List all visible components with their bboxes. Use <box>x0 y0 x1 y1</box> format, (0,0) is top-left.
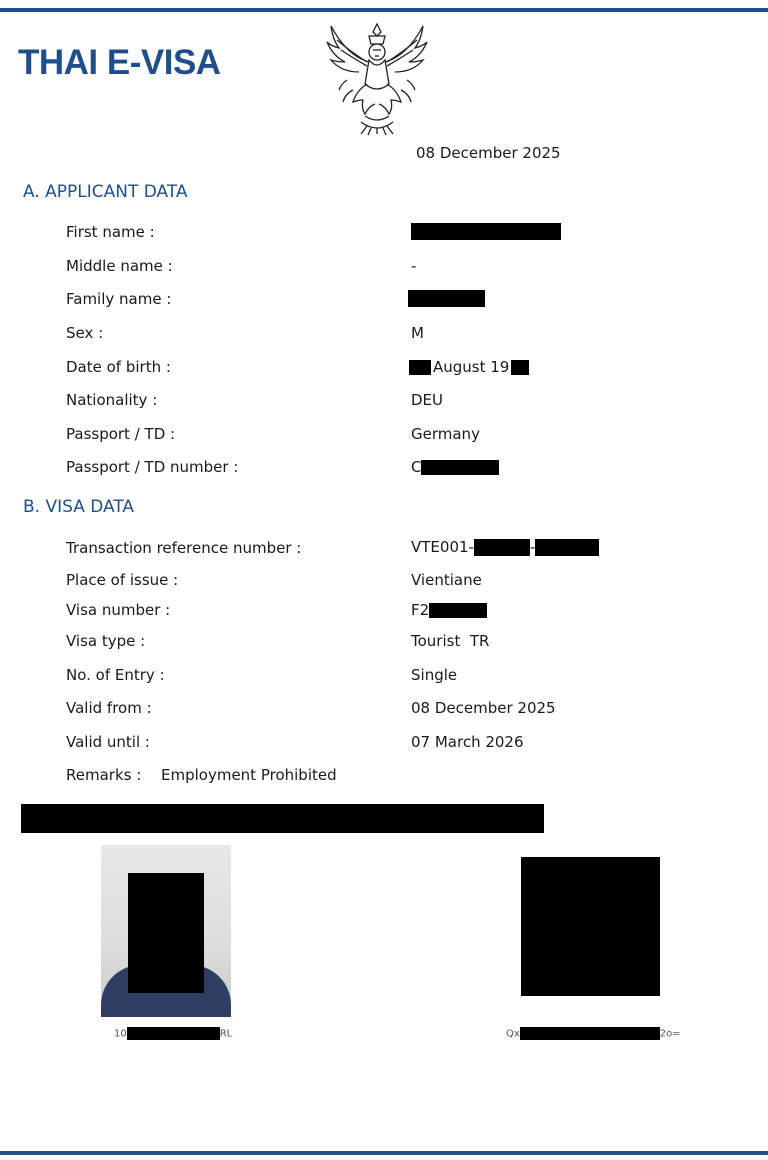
redaction-bar <box>511 360 529 375</box>
value-first-name <box>411 221 561 241</box>
photo-caption <box>114 1027 232 1042</box>
photo-caption-suffix: RL <box>219 1028 233 1040</box>
value-passport-td: Germany <box>411 425 480 443</box>
label-middle-name: Middle name : <box>66 257 173 275</box>
redaction-bar <box>474 539 530 556</box>
section-title-visa: B. VISA DATA <box>23 497 135 517</box>
top-border <box>0 8 768 12</box>
label-nationality: Nationality : <box>66 391 158 409</box>
value-no-of-entry: Single <box>411 666 458 684</box>
bottom-border <box>0 1151 768 1155</box>
value-transaction-ref <box>411 537 599 557</box>
label-visa-number: Visa number : <box>66 601 171 619</box>
redaction-bar <box>411 223 561 240</box>
qr-caption-prefix: Qx <box>506 1028 520 1040</box>
applicant-photo <box>101 845 231 1017</box>
value-valid-until: 07 March 2026 <box>411 733 524 751</box>
redaction-bar <box>409 360 431 375</box>
redaction-bar <box>421 460 499 475</box>
dob-month-year: August 19 <box>433 358 510 376</box>
label-place-of-issue: Place of issue : <box>66 571 179 589</box>
redaction-bar <box>429 603 487 618</box>
redaction-bar <box>535 539 599 556</box>
transaction-ref-separator: - <box>529 538 536 556</box>
value-date-of-birth <box>409 357 529 377</box>
label-valid-until: Valid until : <box>66 733 150 751</box>
label-remarks: Remarks : <box>66 766 142 784</box>
label-sex: Sex : <box>66 324 104 342</box>
label-valid-from: Valid from : <box>66 699 152 717</box>
brand-logo: THAI E-VISA <box>18 43 221 82</box>
value-visa-number <box>411 600 487 620</box>
qr-code <box>521 857 660 996</box>
value-sex: M <box>411 324 424 342</box>
section-title-applicant: A. APPLICANT DATA <box>23 182 188 202</box>
value-family-name <box>408 288 485 308</box>
label-visa-type: Visa type : <box>66 632 146 650</box>
label-passport-number: Passport / TD number : <box>66 458 239 476</box>
qr-caption <box>506 1027 681 1042</box>
visa-number-prefix: F2 <box>411 601 430 619</box>
value-place-of-issue: Vientiane <box>411 571 482 589</box>
value-middle-name: - <box>411 257 417 275</box>
value-nationality: DEU <box>411 391 444 409</box>
value-valid-from: 08 December 2025 <box>411 699 556 717</box>
photo-caption-prefix: 10 <box>114 1028 127 1040</box>
redaction-bar <box>21 804 544 833</box>
redaction-bar <box>128 873 204 993</box>
label-transaction-ref: Transaction reference number : <box>66 539 302 557</box>
redaction-bar <box>127 1027 220 1040</box>
value-remarks: Employment Prohibited <box>161 766 337 784</box>
document-date: 08 December 2025 <box>416 144 561 162</box>
value-visa-type: Tourist TR <box>411 632 490 650</box>
passport-number-prefix: C <box>411 458 422 476</box>
qr-caption-suffix: 2o= <box>659 1028 681 1040</box>
label-date-of-birth: Date of birth : <box>66 358 171 376</box>
label-passport-td: Passport / TD : <box>66 425 176 443</box>
label-first-name: First name : <box>66 223 155 241</box>
label-family-name: Family name : <box>66 290 172 308</box>
label-no-of-entry: No. of Entry : <box>66 666 165 684</box>
transaction-ref-prefix: VTE001- <box>411 538 474 556</box>
value-passport-number <box>411 457 499 477</box>
redaction-bar <box>520 1027 660 1040</box>
garuda-emblem-icon <box>323 20 431 136</box>
redaction-bar <box>408 290 485 307</box>
